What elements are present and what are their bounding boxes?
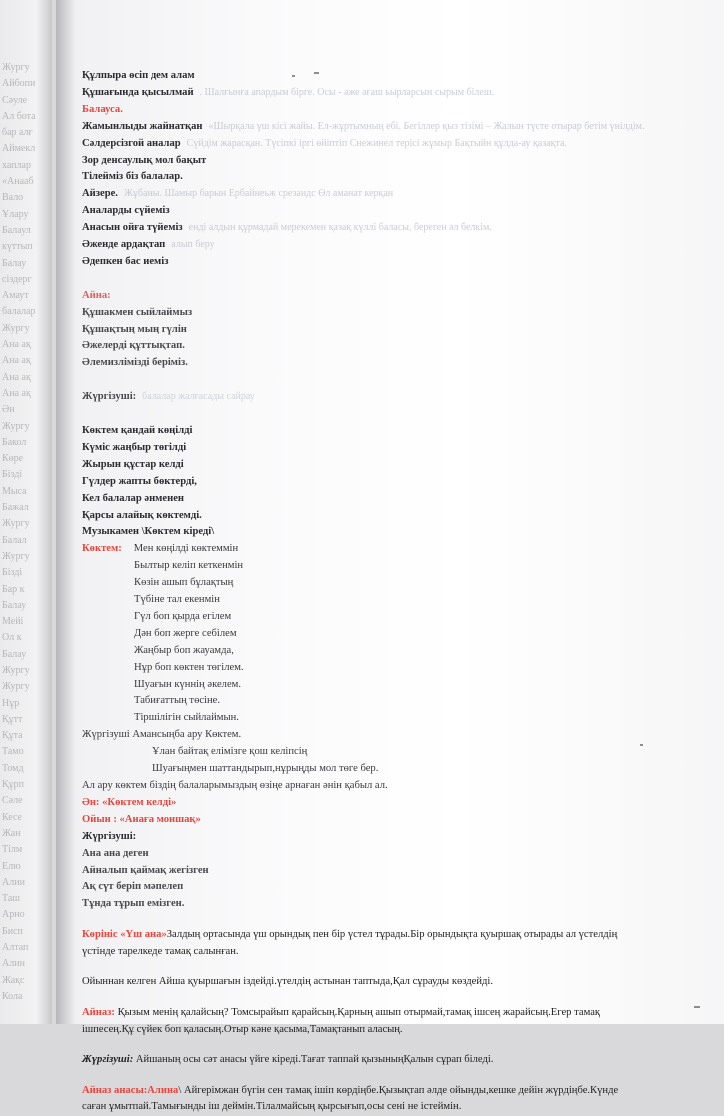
margin-bleed-line: Елю [2, 860, 21, 872]
poem-line: Былтыр келіп кеткенмін [134, 560, 244, 572]
margin-bleed-line: Құта [2, 730, 23, 742]
bleed-through-text: Жұбаны. Шамыр барын Ербайнеьж срезандс Өл аманат керқан [123, 188, 394, 200]
margin-bleed-line: Ал бота [2, 110, 36, 122]
line-text: Айна: [82, 289, 111, 301]
scan-speck [292, 75, 295, 77]
margin-bleed-line: Кола [2, 990, 23, 1002]
bleed-through-text: . Шалғынға апардым бірге. Осы - әже ағаш ьырларсын сырым білеш. [199, 86, 495, 98]
speaker-label: Жүргізуші: [82, 1054, 134, 1066]
speaker-label: Көктем: [82, 543, 122, 555]
line-text: Балауса. [82, 103, 123, 115]
speaker-label: Айназ: [82, 1007, 115, 1019]
margin-bleed-line: Тілм [2, 844, 23, 856]
page-binding-strip [0, 0, 52, 1024]
poem-line [82, 68, 682, 85]
paragraph [82, 1083, 642, 1116]
paragraph-text: Ойыннан келген Айша қуыршағын іздейді.үтелдің астынан таптыда,Қал сұрауды көздейді. [82, 976, 494, 988]
margin-bleed-line: Жан [2, 827, 21, 839]
margin-bleed-line: Ана ақ [2, 371, 31, 383]
margin-bleed-line: Жургу [2, 420, 30, 432]
poem-line [82, 524, 682, 541]
margin-bleed-line: Арно [2, 909, 25, 921]
margin-bleed-line: Тамо [2, 746, 24, 758]
margin-bleed-line: Ол к [2, 632, 22, 644]
line-text: Әлемизлімізді беріміз. [82, 357, 188, 369]
line-text: Жырын құстар келді [82, 458, 184, 470]
line-text: Әдепкен бас иеміз [82, 255, 169, 267]
speaker-label: Көрініс «Үш ана» [82, 929, 167, 941]
poem-line: Нұр боп көктен төгілем. [134, 661, 244, 673]
margin-bleed-line: Мейі [2, 616, 24, 628]
script-line: Ал ару көктем біздің балаларымыздың өзіңе арнаған әнін қабыл ал. [82, 780, 388, 792]
margin-bleed-line: Вало [2, 192, 24, 204]
indented-line: Ұлан байтақ елімізге қош келіпсің [152, 746, 308, 758]
margin-bleed-line: Кесе [2, 811, 22, 823]
script-line: Тұнда тұрып емізген. [82, 898, 185, 910]
poem-line [82, 271, 682, 288]
line-text: Музыкамен \Көктем кіреді\ [82, 526, 215, 538]
margin-bleed-line: Балау [2, 648, 27, 660]
margin-bleed-line: Ұлару [2, 208, 29, 220]
script-line: Жүргізуші: [82, 830, 137, 842]
margin-bleed-line: Ана ақ [2, 387, 31, 399]
poem-line [82, 169, 682, 186]
margin-bleed-line: Жургу [2, 550, 30, 562]
margin-bleed-line: Жургу [2, 518, 30, 530]
margin-bleed-line: Балау [2, 599, 27, 611]
script-line: Ақ сүт беріп мәпелеп [82, 881, 184, 893]
poem-line: Гүл боп қырда егілем [134, 610, 232, 622]
margin-bleed-line: Сәуле [2, 94, 28, 106]
margin-bleed-line: Алин [2, 958, 25, 970]
line-text: Қарсы алайық көктемді. [82, 509, 202, 521]
paragraph-text: Қызым менің қалайсың? Томсырайып қарайсың.Қарның ашып отырмай,тамақ ішсең жарайсың.Егер тамақ ішпесең.Құ сүйек боп қаласың.Отыр кәне қасыма,Тамақтанып аласың. [82, 1007, 601, 1035]
margin-bleed-line: Бізді [2, 469, 23, 481]
line-text: Құшағында қысылмай [82, 86, 194, 98]
margin-bleed-line: Ана ақ [2, 355, 31, 367]
poem-line: Жаңбыр боп жауамда, [134, 644, 234, 656]
bleed-through-text: балалар жалғасады сайрау [142, 391, 255, 403]
line-text: Анасын ойға түйеміз [82, 222, 183, 234]
indented-line: Шуағыңмен шаттандырып,нұрыңды мол төге бер. [152, 763, 379, 775]
paragraph [82, 927, 642, 960]
document-page [56, 0, 724, 1113]
poem-line: Мен көңілді көктеммін [133, 543, 239, 555]
line-text: Күміс жаңбыр төгілді [82, 441, 187, 453]
poem-head [82, 541, 682, 558]
margin-bleed-line: Таш [2, 893, 20, 905]
speaker-label: Айназ анасы:Алина [82, 1084, 179, 1096]
script-line: Ән: «Көктем келді» [82, 796, 177, 808]
line-text: Көктем қандай көңілді [82, 424, 193, 436]
poem-line [82, 136, 682, 153]
margin-bleed-line: Мыса [2, 485, 27, 497]
poem-line [82, 237, 682, 254]
line-text: Тілейміз біз балалар. [82, 171, 183, 183]
paragraph [82, 1005, 642, 1038]
poem-line [82, 457, 682, 474]
poem-line [82, 119, 682, 136]
line-text: Сәлдерсізгой аналар [82, 137, 181, 149]
margin-bleed-line: «Анааб [2, 176, 34, 188]
poem-line [82, 372, 682, 389]
line-text: Құлпыра өсіп дем алам [82, 70, 195, 81]
script-line: Айналып қаймақ жегізген [82, 864, 209, 876]
scan-speck [640, 744, 643, 746]
poem-line [82, 85, 682, 102]
host-line: Жүргізуші Амансыңба ару Көктем. [82, 729, 242, 741]
margin-bleed-line: Бар к [2, 583, 25, 595]
margin-bleed-line: сіздерг [2, 273, 32, 285]
paragraph-text: \ Айгерімжан бүгін сен тамақ ішіп көрдіңбе.Қызықтап әлде ойынды,кешке дейін жүрдіңбе.Күнде саған ұмытпай.Тамығынды іш деймін.Тілалмайсың қырсығып,осы сені не істеймін. [82, 1084, 619, 1113]
poem-line [82, 355, 682, 372]
line-text: Құшакмен сыйлаймыз [82, 306, 193, 318]
margin-bleed-line: Алии [2, 876, 25, 888]
poem-line [82, 203, 682, 220]
paragraph [82, 1052, 642, 1069]
margin-bleed-line: Амаут [2, 290, 29, 302]
poem-line [82, 474, 682, 491]
margin-bleed-line: Жақс [2, 974, 25, 986]
margin-bleed-line: Айбопи [2, 78, 36, 90]
line-text: Кел балалар әнменен [82, 492, 185, 504]
margin-bleed-line: Ана ақ [2, 339, 31, 351]
poem-line: Тіршілігін сыйлаймын. [134, 712, 239, 724]
margin-bleed-line: Жургу [2, 322, 30, 334]
poem-line: Көзін ашып бұлақтың [134, 577, 234, 589]
poem-line [82, 338, 682, 355]
poem-line [82, 254, 682, 271]
line-text: Жүргізуші: [82, 391, 137, 403]
margin-bleed-line: Алтап [2, 942, 29, 954]
line-text: Әжелерді құттықтап. [82, 340, 185, 352]
margin-bleed-line: Бакол [2, 436, 27, 448]
margin-bleed-text [2, 60, 50, 1002]
margin-bleed-line: Жургу [2, 681, 30, 693]
margin-bleed-line: күттып [2, 241, 33, 253]
margin-bleed-line: Ән [2, 404, 15, 416]
paragraph-text: Айшаның осы сәт анасы үйге кіреді.Тағат таппай қызыныңҚалын сұрап біледі. [133, 1054, 494, 1066]
document-body [82, 68, 682, 1116]
poem-line: Түбіне тал екенмін [134, 594, 220, 606]
bleed-through-text: алып беру [171, 239, 215, 251]
poem-line [82, 406, 682, 423]
poem-line [82, 491, 682, 508]
poem-line [82, 322, 682, 339]
line-text: Жамынлыды жайнатқан [82, 120, 203, 132]
line-text: Құшақтың мың гүлін [82, 323, 187, 335]
bleed-through-text: «Шырқала үш кісі жайы. Ел-жұртымның ебі. Бегіллер қыз тізімі – Жалын түсте отырар бетім үнілдім. [208, 120, 645, 132]
script-line: Ойын : «Анаға моншақ» [82, 813, 201, 825]
poem-line [82, 508, 682, 525]
scan-speck [314, 72, 319, 74]
paragraph-text: Залдың ортасында үш орындық пен бір үстел тұрады.Бір орындықта қуыршақ отырады ал үстелдің үстінде тарелкеде тамақ салынған. [82, 929, 618, 957]
poem-line [82, 153, 682, 170]
margin-bleed-line: Бисп [2, 925, 23, 937]
line-text: Гүлдер жапты бөктерді, [82, 475, 197, 487]
line-text: Айзере. [82, 188, 118, 200]
bleed-through-text: енді алдын құрмадай мерекемен қазақ күллі баласы, береген әл белкім. [188, 222, 492, 234]
line-text: Аналарды сүйеміз [82, 205, 170, 217]
margin-bleed-line: балалар [2, 306, 36, 318]
margin-bleed-line: хаплар [2, 159, 31, 171]
poem-line: Шуағын күннің әкелем. [134, 678, 241, 690]
speaker-label [82, 288, 682, 305]
line-text: Зор денсаулық мол бақыт [82, 154, 207, 166]
margin-bleed-line: Балау [2, 257, 27, 269]
margin-bleed-line: бар алғ [2, 127, 33, 139]
margin-bleed-line: Балал [2, 534, 27, 546]
margin-bleed-line: Көре [2, 453, 24, 465]
margin-bleed-line: Жургу [2, 664, 30, 676]
bleed-through-text: Сүйдім жарасқан. Түсіпкі іргі өйіптіп Снежинел терісі жұмыр Бақтыйн құлда-ау қазақта. [186, 137, 567, 149]
poem-line [82, 305, 682, 322]
margin-bleed-line: Бізді [2, 567, 23, 579]
scan-speck [694, 1006, 700, 1008]
poem-line [82, 186, 682, 203]
margin-bleed-line: Томд [2, 762, 24, 774]
margin-bleed-line: Жургу [2, 62, 30, 73]
margin-bleed-line: Аймекл [2, 143, 36, 155]
poem-line [82, 220, 682, 237]
margin-bleed-line: Нұр [2, 697, 20, 709]
line-text: Әженде ардақтап [82, 239, 166, 251]
margin-bleed-line: Құтт [2, 713, 23, 725]
margin-bleed-line: Құрп [2, 779, 25, 791]
script-line: Ана ана деген [82, 847, 149, 859]
poem-line [82, 389, 682, 406]
margin-bleed-line: Сәле [2, 795, 23, 807]
margin-bleed-line: Бажал [2, 502, 29, 514]
margin-bleed-line: Балаул [2, 224, 31, 236]
poem-line: Дән боп жерге себілем [134, 627, 237, 639]
paragraph [82, 974, 642, 991]
speaker-label [82, 102, 682, 119]
poem-line [82, 423, 682, 440]
poem-line: Табиғаттың төсіне. [134, 695, 221, 707]
poem-line [82, 440, 682, 457]
